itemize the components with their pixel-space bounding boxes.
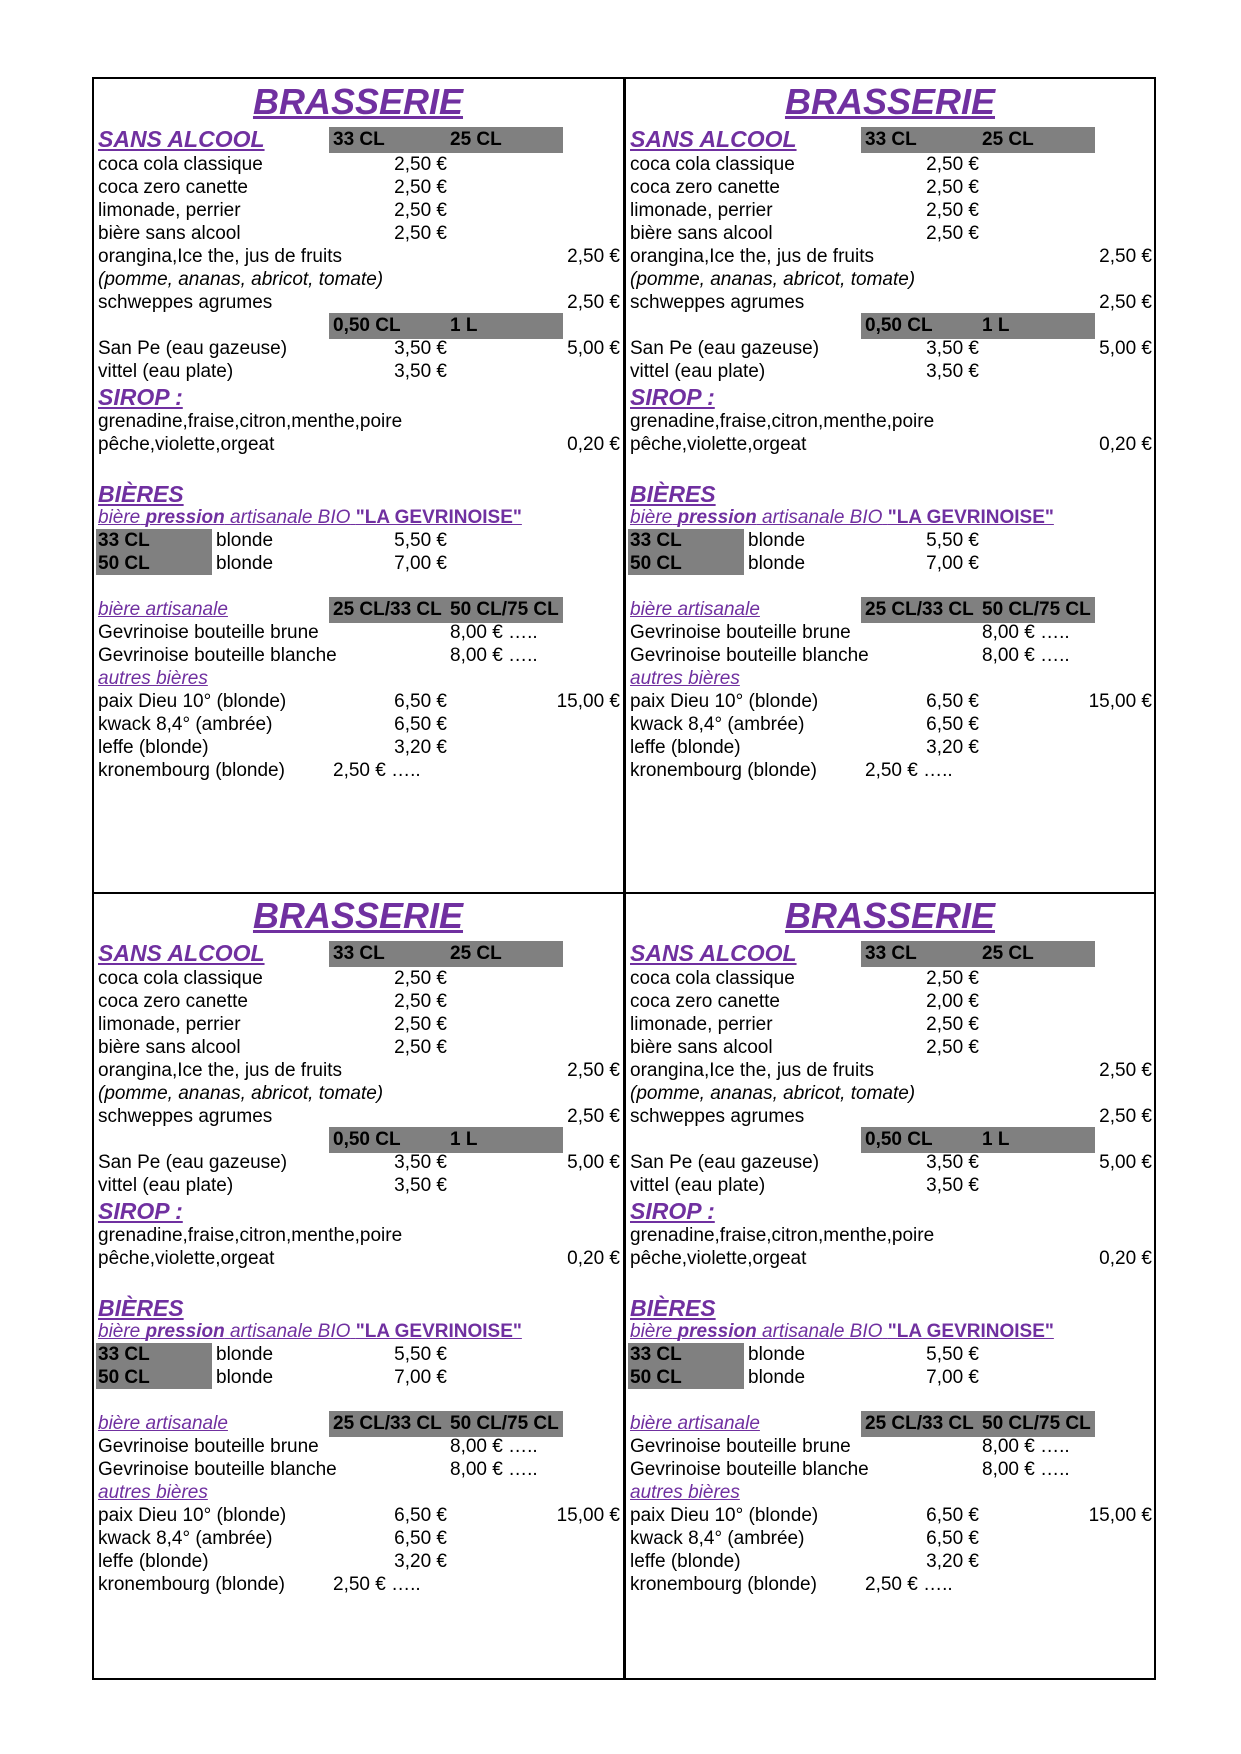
item-name: bière sans alcool xyxy=(98,223,241,244)
item-name: paix Dieu 10° (blonde) xyxy=(98,1505,287,1526)
item-name: coca zero canette xyxy=(98,177,248,198)
item-name: coca zero canette xyxy=(630,177,780,198)
col-050cl: 0,50 CL xyxy=(865,315,933,336)
item-price: 7,00 € xyxy=(926,553,979,574)
menu-card-top-left xyxy=(94,79,622,891)
item-price: 3,50 € xyxy=(926,1152,979,1173)
item-name: blonde xyxy=(216,553,274,574)
item-name: leffe (blonde) xyxy=(98,737,209,758)
item-name: bière sans alcool xyxy=(98,1037,241,1058)
item-name: blonde xyxy=(216,1344,274,1365)
subtitle-part: artisanale BIO xyxy=(230,1321,351,1342)
subtitle-part: pression xyxy=(677,507,757,528)
item-price: 15,00 € xyxy=(1088,1505,1152,1526)
size-label: 33 CL xyxy=(98,530,150,551)
item-price: 2,50 € xyxy=(1099,246,1152,267)
pression-subtitle xyxy=(98,1320,522,1344)
item-price: 2,50 € xyxy=(394,991,447,1012)
subtitle-part: bière xyxy=(98,507,141,528)
item-name: schweppes agrumes xyxy=(98,292,273,313)
col-25-33cl: 25 CL/33 CL xyxy=(333,1413,442,1434)
col-33cl: 33 CL xyxy=(333,129,385,150)
card-title: BRASSERIE xyxy=(252,81,464,122)
item-price: 5,50 € xyxy=(926,530,979,551)
subtitle-part: bière xyxy=(98,1321,141,1342)
sirop-list-1: grenadine,fraise,citron,menthe,poire xyxy=(98,411,403,432)
col-50-75cl: 50 CL/75 CL xyxy=(450,599,559,620)
subtitle-part: bière xyxy=(630,507,673,528)
item-price: 15,00 € xyxy=(1088,691,1152,712)
item-name: Gevrinoise bouteille brune xyxy=(98,1436,319,1457)
pression-subtitle xyxy=(630,1320,1054,1344)
item-price: 6,50 € xyxy=(926,714,979,735)
item-name: blonde xyxy=(748,553,806,574)
item-price: 2,50 € xyxy=(926,1037,979,1058)
col-1l: 1 L xyxy=(982,315,1010,336)
artisanale-label: bière artisanale xyxy=(98,1413,228,1434)
item-name: bière sans alcool xyxy=(630,1037,773,1058)
fruit-note: (pomme, ananas, abricot, tomate) xyxy=(630,269,916,290)
sirop-price: 0,20 € xyxy=(567,1248,620,1269)
item-price: 2,50 € xyxy=(1099,1060,1152,1081)
fruit-note: (pomme, ananas, abricot, tomate) xyxy=(630,1083,916,1104)
item-price: 2,50 € xyxy=(394,154,447,175)
sirop-heading: SIROP : xyxy=(98,384,183,410)
sans-alcool-heading: SANS ALCOOL xyxy=(98,940,265,966)
item-price: 5,50 € xyxy=(394,530,447,551)
item-name: vittel (eau plate) xyxy=(630,1175,766,1196)
col-1l: 1 L xyxy=(450,1129,478,1150)
item-name: leffe (blonde) xyxy=(630,737,741,758)
item-price: 2,50 € xyxy=(394,1037,447,1058)
item-price: 7,00 € xyxy=(394,1367,447,1388)
item-price: 3,50 € xyxy=(394,1152,447,1173)
col-50-75cl: 50 CL/75 CL xyxy=(450,1413,559,1434)
item-name: blonde xyxy=(748,1344,806,1365)
card-title: BRASSERIE xyxy=(252,895,464,936)
item-price: 2,50 € xyxy=(394,223,447,244)
item-price: 2,50 € ….. xyxy=(865,1574,953,1595)
item-price: 8,00 € ….. xyxy=(450,622,538,643)
item-price: 8,00 € ….. xyxy=(450,1459,538,1480)
item-name: Gevrinoise bouteille brune xyxy=(98,622,319,643)
item-price: 3,50 € xyxy=(926,1175,979,1196)
item-price: 2,50 € ….. xyxy=(865,760,953,781)
size-label: 50 CL xyxy=(630,1367,682,1388)
item-name: schweppes agrumes xyxy=(98,1106,273,1127)
col-25-33cl: 25 CL/33 CL xyxy=(865,1413,974,1434)
sirop-heading: SIROP : xyxy=(630,384,715,410)
item-price: 6,50 € xyxy=(394,1505,447,1526)
pression-subtitle xyxy=(630,506,1054,530)
item-price: 2,50 € ….. xyxy=(333,760,421,781)
item-price: 8,00 € ….. xyxy=(450,1436,538,1457)
item-name: orangina,Ice the, jus de fruits xyxy=(98,1060,342,1081)
sirop-heading: SIROP : xyxy=(98,1198,183,1224)
item-price: 8,00 € ….. xyxy=(982,645,1070,666)
sirop-price: 0,20 € xyxy=(1099,434,1152,455)
artisanale-label: bière artisanale xyxy=(98,599,228,620)
item-name: coca zero canette xyxy=(630,991,780,1012)
item-price: 6,50 € xyxy=(926,1505,979,1526)
item-name: kwack 8,4° (ambrée) xyxy=(630,1528,805,1549)
col-1l: 1 L xyxy=(450,315,478,336)
item-name: leffe (blonde) xyxy=(630,1551,741,1572)
bieres-heading: BIÈRES xyxy=(98,1295,184,1321)
sirop-list-1: grenadine,fraise,citron,menthe,poire xyxy=(630,411,935,432)
subtitle-part: artisanale BIO xyxy=(762,507,883,528)
subtitle-part: artisanale BIO xyxy=(230,507,351,528)
sans-alcool-heading: SANS ALCOOL xyxy=(98,126,265,152)
subtitle-part: pression xyxy=(145,507,225,528)
item-name: Gevrinoise bouteille blanche xyxy=(630,645,869,666)
size-label: 33 CL xyxy=(98,1344,150,1365)
col-25cl: 25 CL xyxy=(982,129,1034,150)
fruit-note: (pomme, ananas, abricot, tomate) xyxy=(98,1083,384,1104)
item-price: 8,00 € ….. xyxy=(450,645,538,666)
subtitle-part: "LA GEVRINOISE" xyxy=(887,507,1054,528)
item-price: 2,50 € xyxy=(926,200,979,221)
col-33cl: 33 CL xyxy=(333,943,385,964)
item-name: coca cola classique xyxy=(630,154,795,175)
item-price: 2,50 € xyxy=(926,223,979,244)
item-price: 15,00 € xyxy=(556,1505,620,1526)
item-name: vittel (eau plate) xyxy=(98,361,234,382)
item-price: 2,50 € xyxy=(567,1060,620,1081)
sirop-list-1: grenadine,fraise,citron,menthe,poire xyxy=(630,1225,935,1246)
autres-label: autres bières xyxy=(98,1482,208,1503)
item-price: 8,00 € ….. xyxy=(982,1459,1070,1480)
item-name: orangina,Ice the, jus de fruits xyxy=(98,246,342,267)
item-name: schweppes agrumes xyxy=(630,1106,805,1127)
col-50-75cl: 50 CL/75 CL xyxy=(982,1413,1091,1434)
sirop-list-1: grenadine,fraise,citron,menthe,poire xyxy=(98,1225,403,1246)
item-price: 3,50 € xyxy=(394,361,447,382)
col-33cl: 33 CL xyxy=(865,943,917,964)
item-name: vittel (eau plate) xyxy=(98,1175,234,1196)
item-name: blonde xyxy=(748,1367,806,1388)
item-name: orangina,Ice the, jus de fruits xyxy=(630,246,874,267)
item-price: 2,50 € xyxy=(926,968,979,989)
item-price: 2,50 € xyxy=(926,154,979,175)
col-25cl: 25 CL xyxy=(982,943,1034,964)
sirop-list-2: pêche,violette,orgeat xyxy=(98,434,275,455)
item-price: 2,50 € xyxy=(394,1014,447,1035)
menu-card-top-right xyxy=(626,79,1154,891)
subtitle-part: "LA GEVRINOISE" xyxy=(887,1321,1054,1342)
item-name: blonde xyxy=(748,530,806,551)
item-name: coca cola classique xyxy=(98,968,263,989)
item-name: bière sans alcool xyxy=(630,223,773,244)
fruit-note: (pomme, ananas, abricot, tomate) xyxy=(98,269,384,290)
subtitle-part: artisanale BIO xyxy=(762,1321,883,1342)
pression-subtitle xyxy=(98,506,522,530)
item-name: coca zero canette xyxy=(98,991,248,1012)
card-title: BRASSERIE xyxy=(784,895,996,936)
subtitle-part: bière xyxy=(630,1321,673,1342)
item-price: 6,50 € xyxy=(394,1528,447,1549)
size-label: 50 CL xyxy=(98,1367,150,1388)
col-25-33cl: 25 CL/33 CL xyxy=(865,599,974,620)
col-33cl: 33 CL xyxy=(865,129,917,150)
item-price: 8,00 € ….. xyxy=(982,622,1070,643)
item-price: 2,50 € ….. xyxy=(333,1574,421,1595)
col-25cl: 25 CL xyxy=(450,129,502,150)
item-name: limonade, perrier xyxy=(98,1014,241,1035)
subtitle-part: "LA GEVRINOISE" xyxy=(355,507,522,528)
item-name: kronembourg (blonde) xyxy=(630,1574,817,1595)
artisanale-label: bière artisanale xyxy=(630,599,760,620)
item-price: 3,50 € xyxy=(926,338,979,359)
item-name: limonade, perrier xyxy=(98,200,241,221)
item-price: 5,50 € xyxy=(394,1344,447,1365)
item-name: blonde xyxy=(216,530,274,551)
item-price: 5,00 € xyxy=(1099,338,1152,359)
item-price: 2,50 € xyxy=(567,1106,620,1127)
item-name: kronembourg (blonde) xyxy=(630,760,817,781)
col-25-33cl: 25 CL/33 CL xyxy=(333,599,442,620)
sirop-list-2: pêche,violette,orgeat xyxy=(630,1248,807,1269)
autres-label: autres bières xyxy=(630,668,740,689)
item-price: 3,20 € xyxy=(926,737,979,758)
item-price: 2,50 € xyxy=(394,200,447,221)
item-name: paix Dieu 10° (blonde) xyxy=(98,691,287,712)
item-price: 7,00 € xyxy=(394,553,447,574)
item-name: kwack 8,4° (ambrée) xyxy=(98,714,273,735)
item-price: 2,50 € xyxy=(926,177,979,198)
sans-alcool-heading: SANS ALCOOL xyxy=(630,940,797,966)
autres-label: autres bières xyxy=(630,1482,740,1503)
item-name: paix Dieu 10° (blonde) xyxy=(630,691,819,712)
item-name: kwack 8,4° (ambrée) xyxy=(98,1528,273,1549)
item-price: 2,50 € xyxy=(926,1014,979,1035)
sans-alcool-heading: SANS ALCOOL xyxy=(630,126,797,152)
col-050cl: 0,50 CL xyxy=(333,315,401,336)
col-25cl: 25 CL xyxy=(450,943,502,964)
item-name: vittel (eau plate) xyxy=(630,361,766,382)
autres-label: autres bières xyxy=(98,668,208,689)
item-price: 2,50 € xyxy=(1099,1106,1152,1127)
item-price: 3,50 € xyxy=(394,1175,447,1196)
item-name: orangina,Ice the, jus de fruits xyxy=(630,1060,874,1081)
item-price: 6,50 € xyxy=(926,1528,979,1549)
item-name: San Pe (eau gazeuse) xyxy=(630,338,820,359)
item-name: blonde xyxy=(216,1367,274,1388)
col-1l: 1 L xyxy=(982,1129,1010,1150)
bieres-heading: BIÈRES xyxy=(630,481,716,507)
col-050cl: 0,50 CL xyxy=(865,1129,933,1150)
size-label: 33 CL xyxy=(630,1344,682,1365)
item-price: 2,50 € xyxy=(567,246,620,267)
item-price: 15,00 € xyxy=(556,691,620,712)
item-price: 5,00 € xyxy=(567,338,620,359)
item-name: schweppes agrumes xyxy=(630,292,805,313)
item-name: limonade, perrier xyxy=(630,1014,773,1035)
item-price: 5,50 € xyxy=(926,1344,979,1365)
item-price: 3,20 € xyxy=(926,1551,979,1572)
item-name: paix Dieu 10° (blonde) xyxy=(630,1505,819,1526)
item-name: coca cola classique xyxy=(630,968,795,989)
sirop-list-2: pêche,violette,orgeat xyxy=(98,1248,275,1269)
item-name: Gevrinoise bouteille blanche xyxy=(98,645,337,666)
menu-card-bottom-right xyxy=(626,893,1154,1705)
item-price: 6,50 € xyxy=(394,714,447,735)
bieres-heading: BIÈRES xyxy=(630,1295,716,1321)
col-50-75cl: 50 CL/75 CL xyxy=(982,599,1091,620)
item-name: Gevrinoise bouteille blanche xyxy=(98,1459,337,1480)
item-name: kronembourg (blonde) xyxy=(98,760,285,781)
item-name: Gevrinoise bouteille brune xyxy=(630,622,851,643)
item-name: San Pe (eau gazeuse) xyxy=(630,1152,820,1173)
item-price: 8,00 € ….. xyxy=(982,1436,1070,1457)
item-name: San Pe (eau gazeuse) xyxy=(98,1152,288,1173)
item-price: 2,50 € xyxy=(394,968,447,989)
bieres-heading: BIÈRES xyxy=(98,481,184,507)
item-name: San Pe (eau gazeuse) xyxy=(98,338,288,359)
sirop-list-2: pêche,violette,orgeat xyxy=(630,434,807,455)
item-name: Gevrinoise bouteille brune xyxy=(630,1436,851,1457)
subtitle-part: "LA GEVRINOISE" xyxy=(355,1321,522,1342)
item-name: kronembourg (blonde) xyxy=(98,1574,285,1595)
item-price: 6,50 € xyxy=(926,691,979,712)
item-name: leffe (blonde) xyxy=(98,1551,209,1572)
item-price: 2,00 € xyxy=(926,991,979,1012)
sirop-heading: SIROP : xyxy=(630,1198,715,1224)
size-label: 50 CL xyxy=(630,553,682,574)
sirop-price: 0,20 € xyxy=(567,434,620,455)
item-price: 3,50 € xyxy=(926,361,979,382)
item-price: 7,00 € xyxy=(926,1367,979,1388)
artisanale-label: bière artisanale xyxy=(630,1413,760,1434)
col-050cl: 0,50 CL xyxy=(333,1129,401,1150)
item-name: limonade, perrier xyxy=(630,200,773,221)
item-price: 2,50 € xyxy=(1099,292,1152,313)
item-price: 5,00 € xyxy=(567,1152,620,1173)
subtitle-part: pression xyxy=(145,1321,225,1342)
item-price: 5,00 € xyxy=(1099,1152,1152,1173)
item-name: Gevrinoise bouteille blanche xyxy=(630,1459,869,1480)
item-name: coca cola classique xyxy=(98,154,263,175)
item-price: 2,50 € xyxy=(567,292,620,313)
item-price: 3,20 € xyxy=(394,737,447,758)
size-label: 50 CL xyxy=(98,553,150,574)
subtitle-part: pression xyxy=(677,1321,757,1342)
card-title: BRASSERIE xyxy=(784,81,996,122)
item-name: kwack 8,4° (ambrée) xyxy=(630,714,805,735)
item-price: 2,50 € xyxy=(394,177,447,198)
sirop-price: 0,20 € xyxy=(1099,1248,1152,1269)
menu-card-bottom-left xyxy=(94,893,622,1705)
item-price: 3,50 € xyxy=(394,338,447,359)
item-price: 3,20 € xyxy=(394,1551,447,1572)
item-price: 6,50 € xyxy=(394,691,447,712)
size-label: 33 CL xyxy=(630,530,682,551)
